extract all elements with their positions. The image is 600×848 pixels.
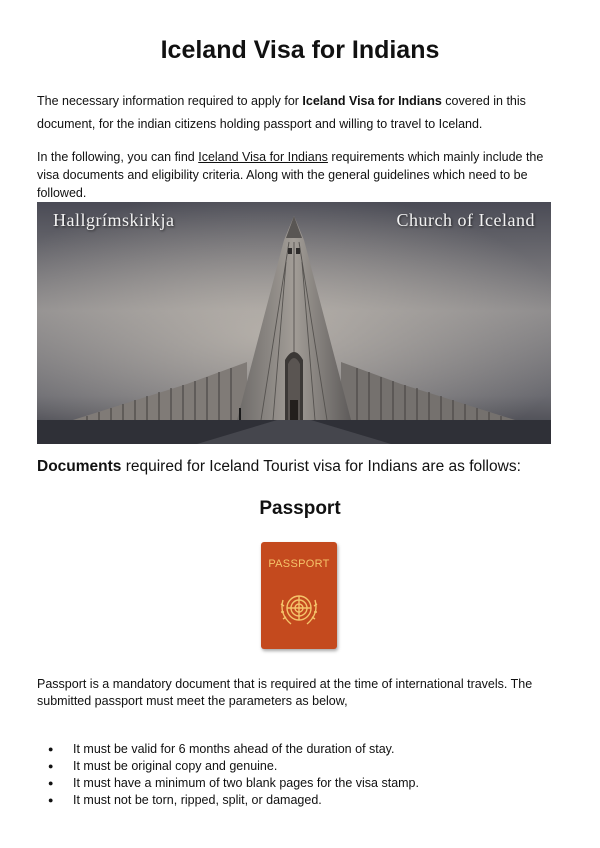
intro-text-end: covered in this document, for the indian citizens holding passport and willing to travel to Iceland.	[37, 94, 526, 131]
documents-heading	[37, 458, 521, 476]
intro-paragraph	[37, 90, 567, 136]
page-title: Iceland Visa for Indians	[160, 36, 440, 64]
passport-requirements-list	[37, 741, 593, 809]
hero-left-caption: Hallgrímskirkja	[53, 210, 175, 230]
following-text-start: In the following, you can find	[37, 150, 199, 164]
documents-heading-rest: required for Iceland Tourist visa for Indians are as follows:	[121, 458, 521, 475]
church-illustration	[37, 202, 551, 444]
passport-description: Passport is a mandatory document that is required at the time of international travels. The submitted passport must meet the parameters as below,	[37, 677, 533, 708]
passport-cover-text: PASSPORT	[268, 558, 330, 570]
un-emblem-icon	[275, 586, 323, 634]
requirements-paragraph	[37, 148, 567, 202]
iceland-visa-link[interactable]: Iceland Visa for Indians	[198, 150, 328, 164]
list-item: ● It must not be torn, ripped, split, or damaged.	[73, 792, 593, 809]
following-text-end: requirements which mainly include the visa documents and eligibility criteria. Along with the general guidelines which need to be followed.	[37, 150, 544, 200]
list-item: ● It must be original copy and genuine.	[73, 758, 593, 775]
list-item: ● It must be valid for 6 months ahead of the duration of stay.	[73, 741, 593, 758]
passport-image	[261, 542, 337, 649]
passport-heading: Passport	[259, 498, 341, 519]
documents-bold: Documents	[37, 458, 122, 475]
hallgrimskirkja-image	[37, 202, 551, 444]
hero-right-caption: Church of Iceland	[396, 210, 535, 230]
list-item: ● It must have a minimum of two blank pages for the visa stamp.	[73, 775, 593, 792]
intro-bold-text: Iceland Visa for Indians	[302, 94, 442, 108]
intro-text-start: The necessary information required to apply for	[37, 94, 303, 108]
